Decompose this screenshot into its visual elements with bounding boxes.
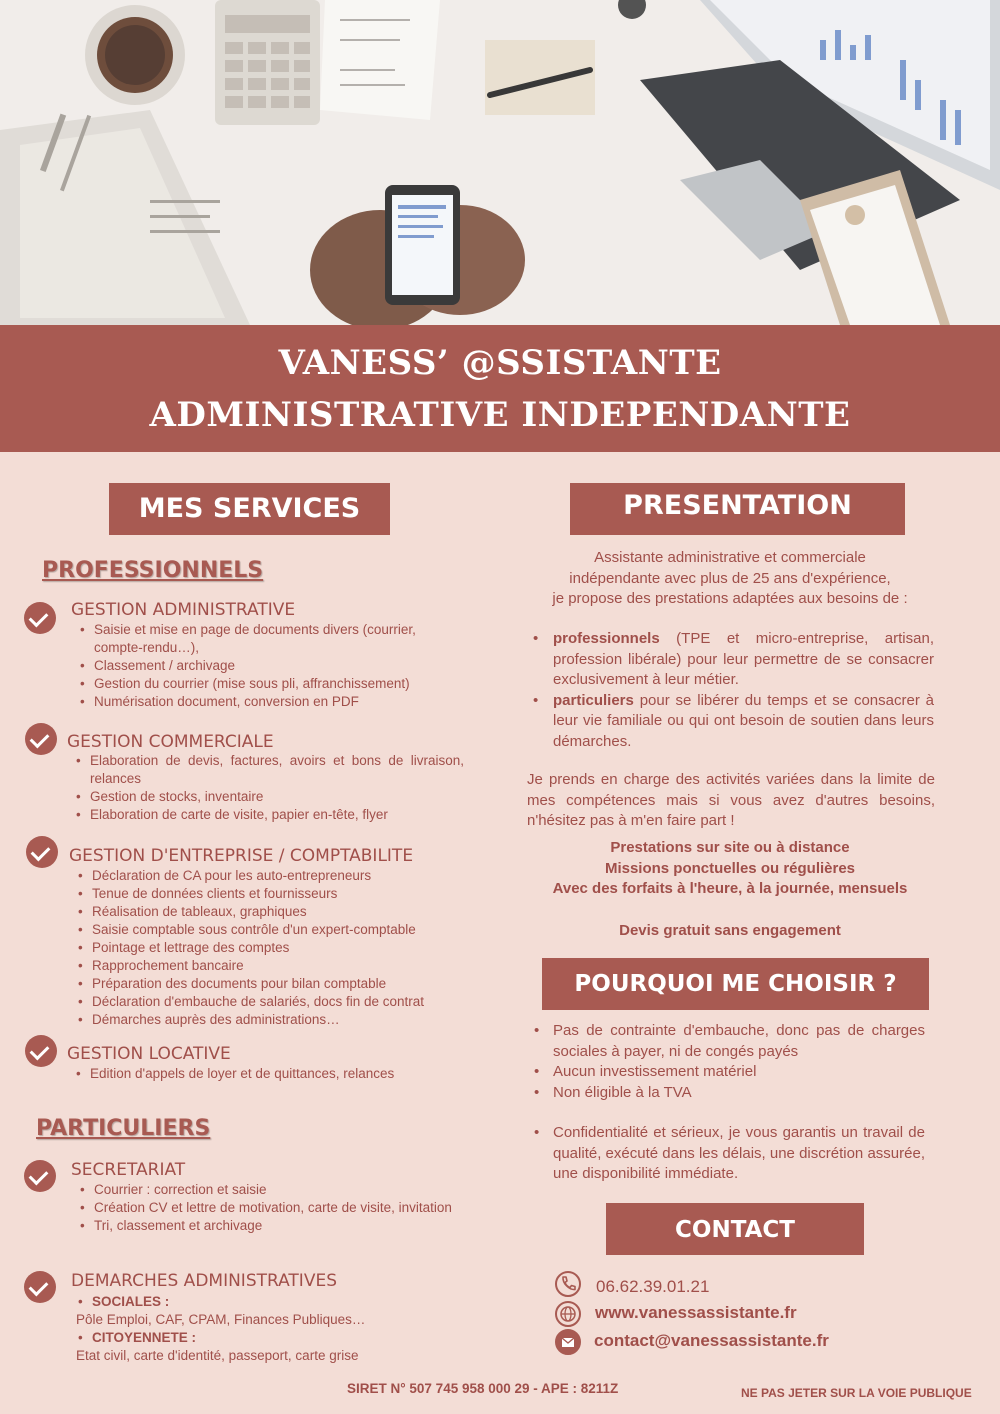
disposal-notice: NE PAS JETER SUR LA VOIE PUBLIQUE	[741, 1386, 972, 1400]
service-title-demarches-administratives: DEMARCHES ADMINISTRATIVES	[71, 1271, 337, 1291]
list-item: • Classement / archivage	[78, 657, 468, 675]
list-item: • Création CV et lettre de motivation, carte de visite, invitation	[78, 1199, 475, 1217]
email-icon	[555, 1329, 581, 1355]
list-item: • Elaboration de devis, factures, avoirs et bons de livraison, relances	[74, 752, 464, 788]
list-item: • Déclaration d'embauche de salariés, docs fin de contrat	[76, 993, 476, 1011]
list-item: • Elaboration de carte de visite, papier en-tête, flyer	[74, 806, 464, 824]
intro-line: Assistante administrative et commerciale	[594, 549, 866, 566]
list-item: • Courrier : correction et saisie	[78, 1181, 475, 1199]
list-item	[76, 1293, 476, 1311]
highlight-line: Avec des forfaits à l'heure, à la journée, mensuels	[552, 880, 908, 897]
list-item: • Edition d'appels de loyer et de quittances, relances	[74, 1065, 474, 1083]
list-item: • Pointage et lettrage des comptes	[76, 939, 476, 957]
intro-line: je propose des prestations adaptées aux besoins de :	[552, 590, 908, 607]
presentation-intro	[520, 548, 940, 610]
service-title-gestion-commerciale: GESTION COMMERCIALE	[67, 732, 274, 752]
pourquoi-title: POURQUOI ME CHOISIR ?	[574, 971, 897, 997]
presentation-highlights	[520, 838, 940, 900]
pourquoi-list	[532, 1021, 925, 1185]
list-item-text: Pôle Emploi, CAF, CPAM, Finances Publiques…	[76, 1312, 366, 1327]
title-banner	[0, 325, 1000, 452]
hero-photo	[0, 0, 1000, 325]
list-item: • Confidentialité et sérieux, je vous garantis un travail de qualité, exécuté dans les délais, une discrétion assurée, une disponibilité immédiate.	[534, 1124, 925, 1182]
list-item: • Numérisation document, conversion en PDF	[78, 693, 468, 711]
list-item: • Aucun investissement matériel	[534, 1063, 757, 1080]
list-item: • Tenue de données clients et fournisseurs	[76, 885, 476, 903]
highlight-line: Missions ponctuelles ou régulières	[604, 859, 856, 877]
list-item: • professionnels (TPE et micro-entreprise, artisan, profession libérale) pour leur permettre de se consacrer exclusivement à leur métier.	[533, 630, 934, 688]
pourquoi-title-box	[542, 958, 929, 1010]
list-item-heading: SOCIALES :	[92, 1294, 170, 1309]
contact-title-box	[606, 1203, 864, 1255]
contact-email[interactable]: contact@vanessassistante.fr	[594, 1331, 829, 1350]
service-title-gestion-administrative: GESTION ADMINISTRATIVE	[71, 600, 296, 620]
banner-title-line1: VANESS’ @SSISTANTE	[278, 343, 722, 383]
service-title-gestion-entreprise: GESTION D'ENTREPRISE / COMPTABILITE	[69, 846, 414, 866]
list-item: • particuliers pour se libérer du temps et se consacrer à leur vie familiale ou qui ont besoin de soutien dans leurs démarches.	[533, 691, 934, 750]
list-item: • Démarches auprès des administrations…	[76, 1011, 476, 1029]
intro-line: indépendante avec plus de 25 ans d'expérience,	[569, 569, 891, 587]
bullet-text: (TPE et micro-entreprise, artisan, profession libérale) pour leur permettre de se consacrer exclusivement à leur métier.	[553, 630, 934, 688]
list-item-detail	[76, 1347, 476, 1365]
checkmark-icon	[24, 1271, 56, 1303]
services-title-box	[109, 483, 390, 535]
list-item: • Gestion de stocks, inventaire	[74, 788, 464, 806]
list-item: • Réalisation de tableaux, graphiques	[76, 903, 476, 921]
contact-phone[interactable]: 06.62.39.01.21	[596, 1277, 710, 1296]
professionnels-heading: PROFESSIONNELS	[42, 558, 264, 583]
banner-title-line2: ADMINISTRATIVE INDEPENDANTE	[149, 395, 851, 435]
presentation-title: PRESENTATION	[623, 490, 852, 521]
service-title-gestion-locative: GESTION LOCATIVE	[67, 1044, 231, 1064]
service-list-gestion-entreprise	[76, 867, 476, 1029]
service-title-secretariat: SECRETARIAT	[71, 1160, 186, 1180]
list-item: • Non éligible à la TVA	[534, 1083, 692, 1101]
list-item-detail	[76, 1311, 476, 1329]
checkmark-icon	[25, 723, 57, 755]
list-item: • Tri, classement et archivage	[78, 1217, 475, 1235]
highlight-line: Prestations sur site ou à distance	[610, 839, 850, 856]
siret-info: SIRET N° 507 745 958 000 29 - APE : 8211Z	[347, 1381, 619, 1396]
list-item: • Saisie comptable sous contrôle d'un expert-comptable	[76, 921, 476, 939]
service-list-secretariat	[78, 1181, 475, 1235]
presentation-paragraph: Je prends en charge des activités variées dans la limite de mes compétences mais si vous avez d'autres besoins, n'hésitez pas à m'en faire part !	[527, 771, 935, 829]
list-item-text: Etat civil, carte d'identité, passeport, carte grise	[76, 1348, 359, 1363]
contact-title: CONTACT	[675, 1217, 795, 1243]
bullet-strong: professionnels	[553, 630, 660, 647]
list-item: • Préparation des documents pour bilan comptable	[76, 975, 476, 993]
list-item-text: Pas de contrainte d'embauche, donc pas de charges sociales à payer, ni de congés payés	[553, 1022, 925, 1060]
presentation-title-box	[570, 483, 905, 535]
list-item: • Saisie et mise en page de documents divers (courrier, compte-rendu…),	[78, 621, 468, 657]
list-item	[76, 1329, 476, 1347]
list-item: • Déclaration de CA pour les auto-entrepreneurs	[76, 867, 476, 885]
contact-website[interactable]: www.vanessassistante.fr	[595, 1303, 797, 1322]
list-item: • Pas de contrainte d'embauche, donc pas de charges sociales à payer, ni de congés payés	[534, 1022, 925, 1060]
devis-gratuit: Devis gratuit sans engagement	[619, 922, 841, 939]
list-item-text: Aucun investissement matériel	[553, 1063, 757, 1080]
checkmark-icon	[24, 602, 56, 634]
phone-icon	[555, 1271, 581, 1297]
list-item: • Rapprochement bancaire	[76, 957, 476, 975]
list-item-text: Non éligible à la TVA	[553, 1083, 692, 1101]
particuliers-heading: PARTICULIERS	[36, 1116, 211, 1141]
service-list-demarches-administratives	[76, 1293, 476, 1365]
list-item-text: Confidentialité et sérieux, je vous garantis un travail de qualité, exécuté dans les délais, une discrétion assurée, une disponibilité immédiate.	[553, 1124, 925, 1182]
checkmark-icon	[25, 1035, 57, 1067]
bullet-text: pour se libérer du temps et se consacrer à leur vie familiale ou qui ont besoin de soutien dans leurs démarches.	[553, 691, 934, 750]
services-title: MES SERVICES	[138, 493, 361, 524]
list-item: • Gestion du courrier (mise sous pli, affranchissement)	[78, 675, 468, 693]
list-item-heading: CITOYENNETE :	[92, 1330, 197, 1345]
bullet-strong: particuliers	[553, 691, 634, 709]
service-list-gestion-administrative	[78, 621, 468, 711]
service-list-gestion-commerciale	[74, 752, 464, 824]
checkmark-icon	[24, 1160, 56, 1192]
presentation-bullets	[529, 629, 934, 752]
office-desk-illustration	[0, 0, 1000, 325]
globe-icon	[555, 1301, 581, 1327]
service-list-gestion-locative	[74, 1065, 474, 1083]
checkmark-icon	[26, 836, 58, 868]
